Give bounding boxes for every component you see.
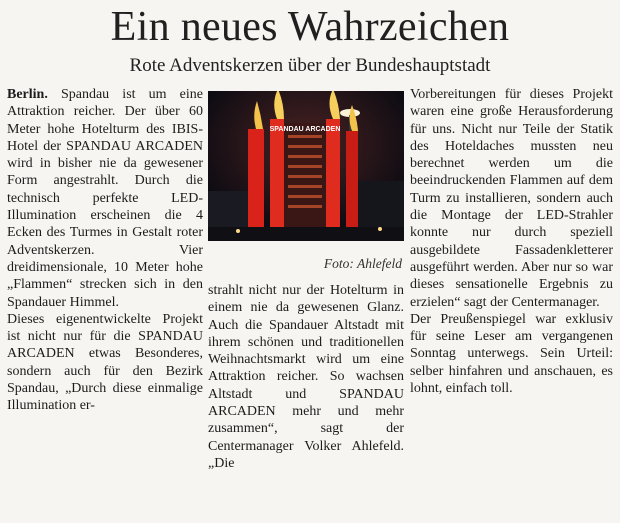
paragraph — [7, 86, 203, 311]
paragraph: strahlt nicht nur der Hotelturm in einem nie da gewesenen Glanz. Auch die Spandauer Altstadt mit ihrem schönen und traditionellen Weihnachtsmarkt wird um eine Attraktion reicher. So wachsen Altstadt und SPANDAU ARCADEN mehr und mehr zusammen“, sagt der Centermanager Volker Ahlefeld. „Die — [208, 283, 404, 471]
subheadline: Rote Adventskerzen über der Bundeshauptstadt — [129, 55, 491, 76]
column-1 — [7, 86, 203, 415]
paragraph-text: Spandau ist um eine Attraktion reicher. Der über 60 Meter hohe Hotelturm des IBIS-Hotel der SPANDAU ARCADEN wird in bisher nie da gewesener Form angestrahlt. Durch die technisch perfekte LED-Illumination erscheinen die 4 Ecken des Turmes in Gestalt roter Adventskerzen. Vier dreidimensionale, 10 Meter hohe „Flammen“ strecken sich in den Spandauer Himmel. — [7, 87, 203, 310]
paragraph: Der Preußenspiegel war exklusiv für seine Leser am vergangenen Sonntag unterwegs. Sein Urteil: selber hinfahren und anschauen, es lohnt, einfach toll. — [410, 311, 613, 397]
paragraph: Dieses eigenentwickelte Projekt ist nicht nur für die SPANDAU ARCADEN etwas Besonderes, sondern auch für den Bezirk Spandau, „Durch diese einmalige Illumination er- — [7, 311, 203, 414]
dateline: Berlin. — [7, 87, 48, 102]
red-candle-front-left — [270, 119, 284, 229]
illuminated-tower-photo — [208, 91, 404, 241]
photo-sign: SPANDAU ARCADEN — [269, 126, 341, 133]
red-candle-front-right — [326, 119, 340, 229]
headline: Ein neues Wahrzeichen — [110, 4, 510, 50]
column-3 — [410, 86, 613, 397]
article-photo — [208, 91, 404, 241]
red-candle-right — [346, 131, 358, 227]
red-candle-left — [248, 129, 264, 229]
photo-caption: Foto: Ahlefeld — [323, 256, 402, 271]
column-2 — [208, 282, 404, 472]
paragraph: Vorbereitungen für dieses Projekt waren eine große Herausforderung für uns. Nicht nur Teile der Statik des Hoteldaches mussten neu berechnet werden um die beeindruckenden Flammen auf dem Turm zu installieren, sondern auch die Montage der LED-Strahler konnte nur durch speziell ausgebildete Fassadenkletterer ausgeführt werden. Aber nur so war dieses sensationelle Ergebnis zu erzielen“ sagt der Centermanager. — [410, 87, 613, 310]
